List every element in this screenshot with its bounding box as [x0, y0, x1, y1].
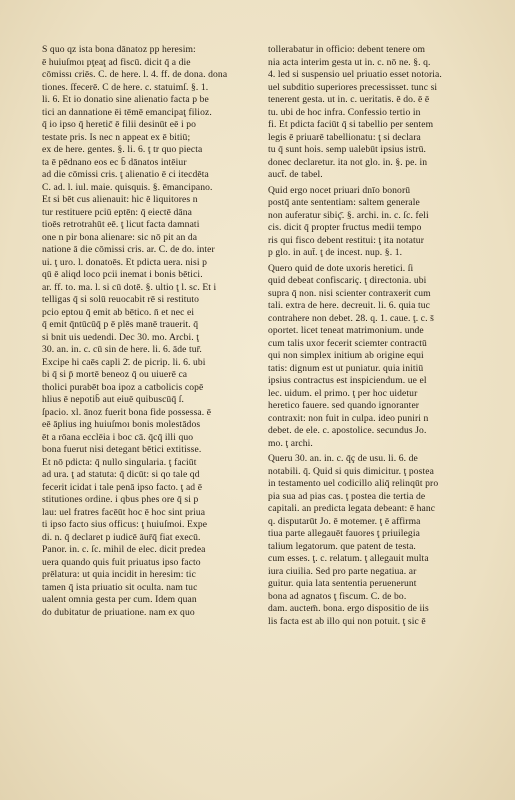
right-column-text-line: uel subditio superiores precessisset. tunc si — [268, 81, 438, 93]
right-column-text-line: contraxit: non fuit in culpa. ideo puniri n — [268, 412, 429, 424]
right-column-text-line: Quero quid de dote uxoris heretici. ſi — [268, 262, 414, 274]
right-column-text-line: supra q̄ non. nisi scienter contraxerit cum — [268, 287, 431, 299]
left-column-text-line: bi q̄ si p̄ mortē beneoz q̄ ou uiuerē ca — [42, 369, 188, 380]
left-column-text-line: di. n. q̄ declaret p iudicē āur̄q̄ fiat execū. — [42, 531, 201, 543]
left-column-text-line: lau: uel fratres facēūt hoc ē hoc sint priua — [42, 506, 206, 518]
left-column-text-line: bona fuerut nisi detegant bētici extitisse. — [42, 444, 202, 455]
right-column-text-line: ris qui fisco debent restitui: ţ ita notatur — [268, 234, 425, 246]
left-column-text-line: prēlatura: ut quia incidit in heresim: tic — [42, 569, 196, 580]
right-column-text-line: pia sua ad pias cas. ţ postea die tertia de — [268, 490, 426, 502]
right-column-text-line: tiua parte allegauēt fauores ţ priuilegia — [268, 528, 420, 539]
right-column-text-line: non auferatur sibiç̄. §. archi. in. c. ſc. feli — [268, 209, 429, 221]
right-column-text-line: tollerabatur in officio: debent tenere om — [268, 44, 426, 55]
left-column-text-line: C. ad. l. iul. maie. quisquis. §. ēmancipano. — [42, 181, 213, 193]
right-column-text-line: notabili. q̄. Quid si quis dimicitur. ţ postea — [268, 465, 434, 477]
right-column-text-line: legis ē priuarē tabellionatu: ţ si declara — [268, 131, 421, 143]
right-column-text-line: lec. uidum. el primo. ţ per hoc uidetur — [268, 387, 418, 399]
right-column-text-line: tali. extra de here. decreuit. li. 6. quia tuc — [268, 300, 431, 311]
right-column-text-line: talium legatorum. que patent de testa. — [268, 540, 416, 552]
left-column-text-line: S quo qz ista bona dānatoz pp heresim: — [42, 44, 196, 55]
left-column-text-line: ſpacio. xl. ānoz fuerit bona fide possessa. ē — [42, 406, 212, 418]
left-column-text-line: one n pir bona alienare: sic nō pit an da — [42, 231, 198, 243]
left-column-text-line: cōmissı criēs. C. de here. l. 4. ff. de dona. dona — [42, 69, 228, 80]
right-column-text-line: auct̄. de tabel. — [268, 169, 323, 180]
right-column-text-line: oportet. licet teneat matrimonium. unde — [268, 325, 424, 336]
left-column-text-line: tholici purabēt boa ipoz a catbolicis copē — [42, 381, 204, 393]
left-column-text-line: do dubitatur de priuatione. nam ex quo — [42, 606, 195, 618]
left-column-text-line: tici an dannatione ēi tēmē emancipaţ filioz. — [42, 106, 212, 118]
right-column-text-line: qui non simplex initium ab origine equi — [268, 350, 424, 361]
right-column-text-line: postq̄ ante sententiam: saltem generale — [268, 197, 420, 208]
right-column-text-line: q. disputarūt Jo. ē motemer. ţ ē affirma — [268, 515, 421, 527]
right-column-text-line: guitur. quia lata sententia peruenerunt — [268, 578, 417, 589]
left-column-text-line: si bnit uis uedendi. Dec 30. mo. Arcbi. ţ — [42, 331, 200, 343]
left-column-text-line: Excipe hi caēs capli 2̄. de picrip. li. 6. ubi — [42, 356, 206, 368]
right-text-column — [268, 44, 492, 628]
right-column-text-line: 4. led si suspensio uel priuatio esset notoria. — [268, 69, 442, 80]
left-column-text-line: q̄ io ipso q̄ heretic̄ ē filii desinūt eē i po — [42, 119, 197, 130]
right-column-text-line: cis. dicit q̄ propter fructus medii tempo — [268, 222, 422, 233]
left-text-column — [42, 44, 260, 619]
left-column-text-line: Et si bēt cus alienauit: hic ē liquitores n — [42, 194, 198, 205]
left-column-text-line: natione ā die cōmissi cris. ar. C. de do. inter — [42, 244, 215, 255]
left-column-text-line: pcio eptou q̄ emit ab bētico. n̄ et nec ei — [42, 306, 195, 318]
right-column-text-line: Quid ergo nocet priuari dnīo bonorū — [268, 184, 411, 196]
left-column-text-line: ui. ţ uro. l. donatoēs. Et pdicta uera. nisi p — [42, 256, 207, 268]
right-column-text-line: iura ciuilia. Sed pro parte negatiua. ar — [268, 565, 417, 577]
left-column-text-line: tur restituere pciū eptēn: q̄ eiectē dāna — [42, 206, 192, 218]
left-column-text-line: hlius ē nepotib̄ aut eiuē quibuscūq̄ ſ. — [42, 394, 184, 405]
right-column-text-line: debet. de ele. c. apostolice. secundus Jo. — [268, 425, 427, 436]
left-column-text-line: ex de here. gentes. §. li. 6. ţ tr quo piecta — [42, 144, 203, 155]
right-column-text-line: ipsius contractus est inspiciendum. ue el — [268, 375, 427, 386]
left-column-text-line: Panor. in. c. ſc. mihil de elec. dicit predea — [42, 544, 206, 555]
right-column-text-line: bona ad agnatos ţ fiscum. C. de bo. — [268, 590, 407, 602]
left-column-text-line: eē āplius ing huiuſmoı bonis molestādos — [42, 419, 201, 430]
right-column-text-line: Queru 30. an. in. c. q̄ç de usu. li. 6. de — [268, 453, 418, 464]
left-column-text-line: uera quando quis fuit priuatus ipso facto — [42, 556, 201, 568]
left-column-text-line: Et nō pdicta: q̄ nullo singularia. ţ faciūt — [42, 456, 197, 468]
right-column-text-line: heretico fauere. sed quando ignoranter — [268, 400, 420, 411]
right-column-text-line: cum esses. ţ. c. relatum. ţ allegauit multa — [268, 553, 429, 564]
left-column-text-line: ualent omnia gesta per cum. Idem quan — [42, 594, 197, 605]
left-column-text-line: tamen q̄ ista priuatio sit oculta. nam tuc — [42, 581, 198, 593]
left-column-text-line: li. 6. Et io donatio sine alienatio facta p be — [42, 94, 209, 105]
left-column-text-line: q̄ emit q̄ntūcūq̄ p ē plēs manē trauerit. q̄ — [42, 319, 199, 330]
right-column-text-line: lis facta est ab illo qui non potuit. ţ sic ē — [268, 615, 426, 627]
right-column-text-line: donec declaretur. ita not glo. in. §. pe. in — [268, 156, 428, 168]
left-column-text-line: ē huiuſmoı pţeaţ ad fiscū. dicit q̄ a die — [42, 56, 191, 68]
right-column-text-line: tenerent gesta. ut in. c. ueritatis. ē do. ē ē — [268, 94, 430, 105]
left-column-text-line: ta ē pēdnano eos ec b̄ dānatos intēiur — [42, 156, 187, 168]
right-column-text-line: mo. ţ archi. — [268, 437, 313, 449]
left-column-text-line: tioēs retrotrahūt eē. ţ licut facta damnati — [42, 219, 200, 230]
left-column-text-line: fecerit icidat i tale penā ipso facto. ţ ad ē — [42, 481, 203, 493]
right-column-text-line: nia acta interim gesta ut in. c. nō ne. §. q. — [268, 56, 431, 68]
left-column-text-line: ad ura. ţ ad statuta: q̄ dicūt: si qo tale qd — [42, 469, 200, 480]
left-column-text-line: tiones. ſfecerē. C de here. c. statuimſ. §. 1. — [42, 81, 209, 93]
right-column-text-line: dam. auctem̄. bona. ergo dispositio de iis — [268, 603, 429, 614]
right-column-text-line: contrahere non debet. 28. q. 1. caue. ţ. c. s̄ — [268, 312, 434, 324]
left-column-text-line: testate pris. Is nec n appeat ex ē bitiū; — [42, 131, 191, 143]
right-column-text-line: cum talis uxor fecerit sciemter contractū — [268, 337, 427, 349]
left-column-text-line: ad die cōmissi cris. ţ alienatio ē ci itecdēta — [42, 169, 209, 180]
right-column-text-line: tu q̄ sunt hois. semp ualebūt ipsius istrū. — [268, 144, 426, 155]
left-column-text-line: stitutiones ordine. i qbus phes ore q̄ si p — [42, 494, 199, 505]
left-column-text-line: 30. an. in. c. cū sin de here. li. 6. āde tur̄. — [42, 344, 202, 355]
left-column-text-line: telligas q̄ si solū reuocabit rē si restituto — [42, 294, 200, 305]
right-column-text-line: in testamento uel codicillo aliq̄ relinqūt pro — [268, 478, 439, 489]
left-column-text-line: ti ipso facto sius officus: ţ huiuſmoi. Expe — [42, 519, 208, 530]
right-column-text-line: tu. ubi de hoc infra. Confessio tertio in — [268, 106, 421, 118]
right-column-text-line: quid debeat confiscariç. ţ directonia. ubi — [268, 275, 427, 286]
right-column-text-line: p glo. in aut̄. ţ de incest. nup. §. 1. — [268, 247, 403, 258]
left-column-text-line: ēt a rōana ecclēia i boc cā. q̄cq̄ illi quo — [42, 431, 194, 443]
right-column-text-line: fi. Et pdicta faciūt q̄ si tabellio per sentem — [268, 119, 434, 130]
left-column-text-line: ar. ff. to. ma. l. si cū dotē. §. ultio ţ l. sc. Et i — [42, 281, 217, 293]
right-column-text-line: capitali. an predicta legata debeant: ē hanc — [268, 503, 436, 514]
left-column-text-line: qū ē aliqd loco pcii inemat i bonis bētici. — [42, 269, 203, 280]
right-column-text-line: tatis: dignum est ut puniatur. quia initiū — [268, 362, 424, 374]
